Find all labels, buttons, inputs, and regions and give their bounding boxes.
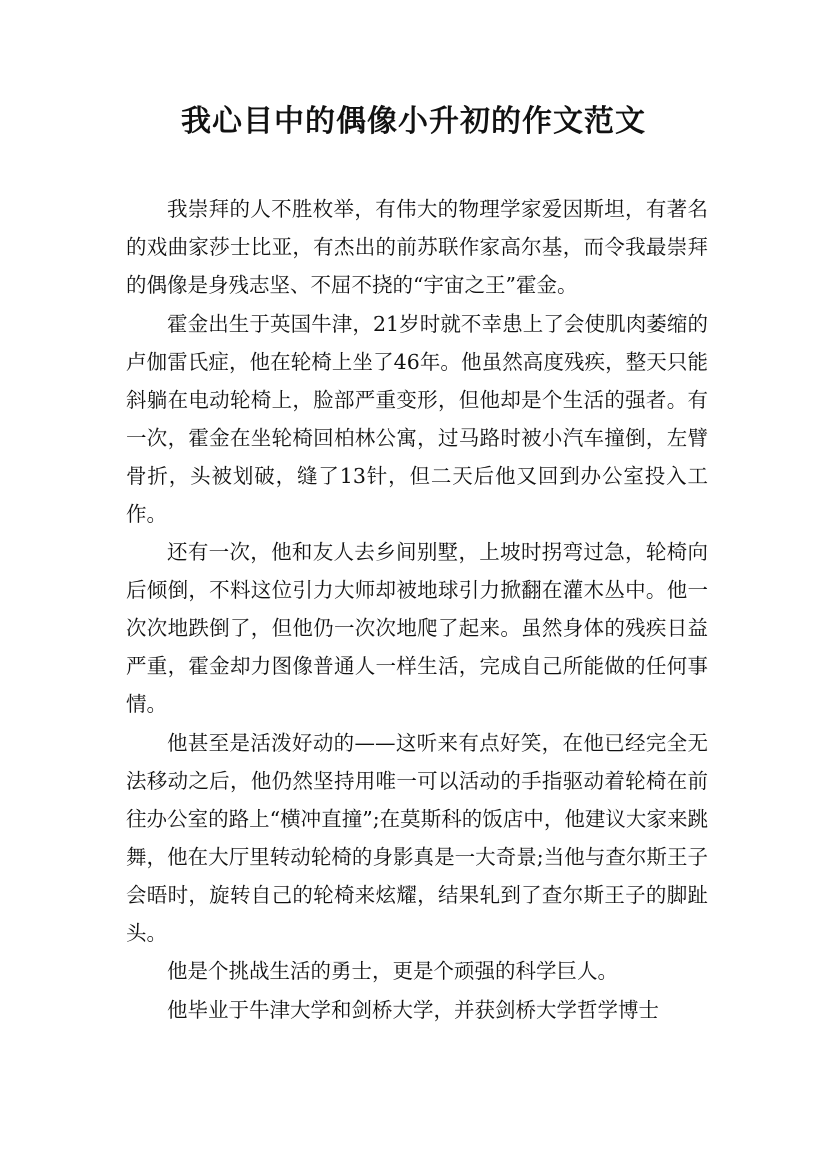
paragraph: 还有一次，他和友人去乡间别墅，上坡时拐弯过急，轮椅向后倾倒，不料这位引力大师却被地球引力掀翻在灌木丛中。他一次次地跌倒了，但他仍一次次地爬了起来。虽然身体的残疾日益严重，霍金却力图像普通人一样生活，完成自己所能做的任何事情。 [126,540,708,717]
document-body [126,190,708,1030]
paragraph: 霍金出生于英国牛津，21岁时就不幸患上了会使肌肉萎缩的卢伽雷氏症，他在轮椅上坐了46年。他虽然高度残疾，整天只能斜躺在电动轮椅上，脸部严重变形，但他却是个生活的强者。有一次，霍金在坐轮椅回柏林公寓，过马路时被小汽车撞倒，左臂骨折，头被划破，缝了13针，但二天后他又回到办公室投入工作。 [126,311,708,526]
paragraph: 我崇拜的人不胜枚举，有伟大的物理学家爱因斯坦，有著名的戏曲家莎士比亚，有杰出的前苏联作家高尔基，而令我最崇拜的偶像是身残志坚、不屈不挠的“宇宙之王”霍金。 [126,197,708,297]
paragraph: 他毕业于牛津大学和剑桥大学，并获剑桥大学哲学博士 [167,997,659,1022]
document-title: 我心目中的偶像小升初的作文范文 [181,104,646,139]
paragraph: 他是个挑战生活的勇士，更是个顽强的科学巨人。 [167,959,618,984]
paragraph: 他甚至是活泼好动的——这听来有点好笑，在他已经完全无法移动之后，他仍然坚持用唯一可以活动的手指驱动着轮椅在前往办公室的路上“横冲直撞”;在莫斯科的饭店中，他建议大家来跳舞，他在大厅里转动轮椅的身影真是一大奇景;当他与查尔斯王子会晤时，旋转自己的轮椅来炫耀，结果轧到了查尔斯王子的脚趾头。 [126,730,708,945]
